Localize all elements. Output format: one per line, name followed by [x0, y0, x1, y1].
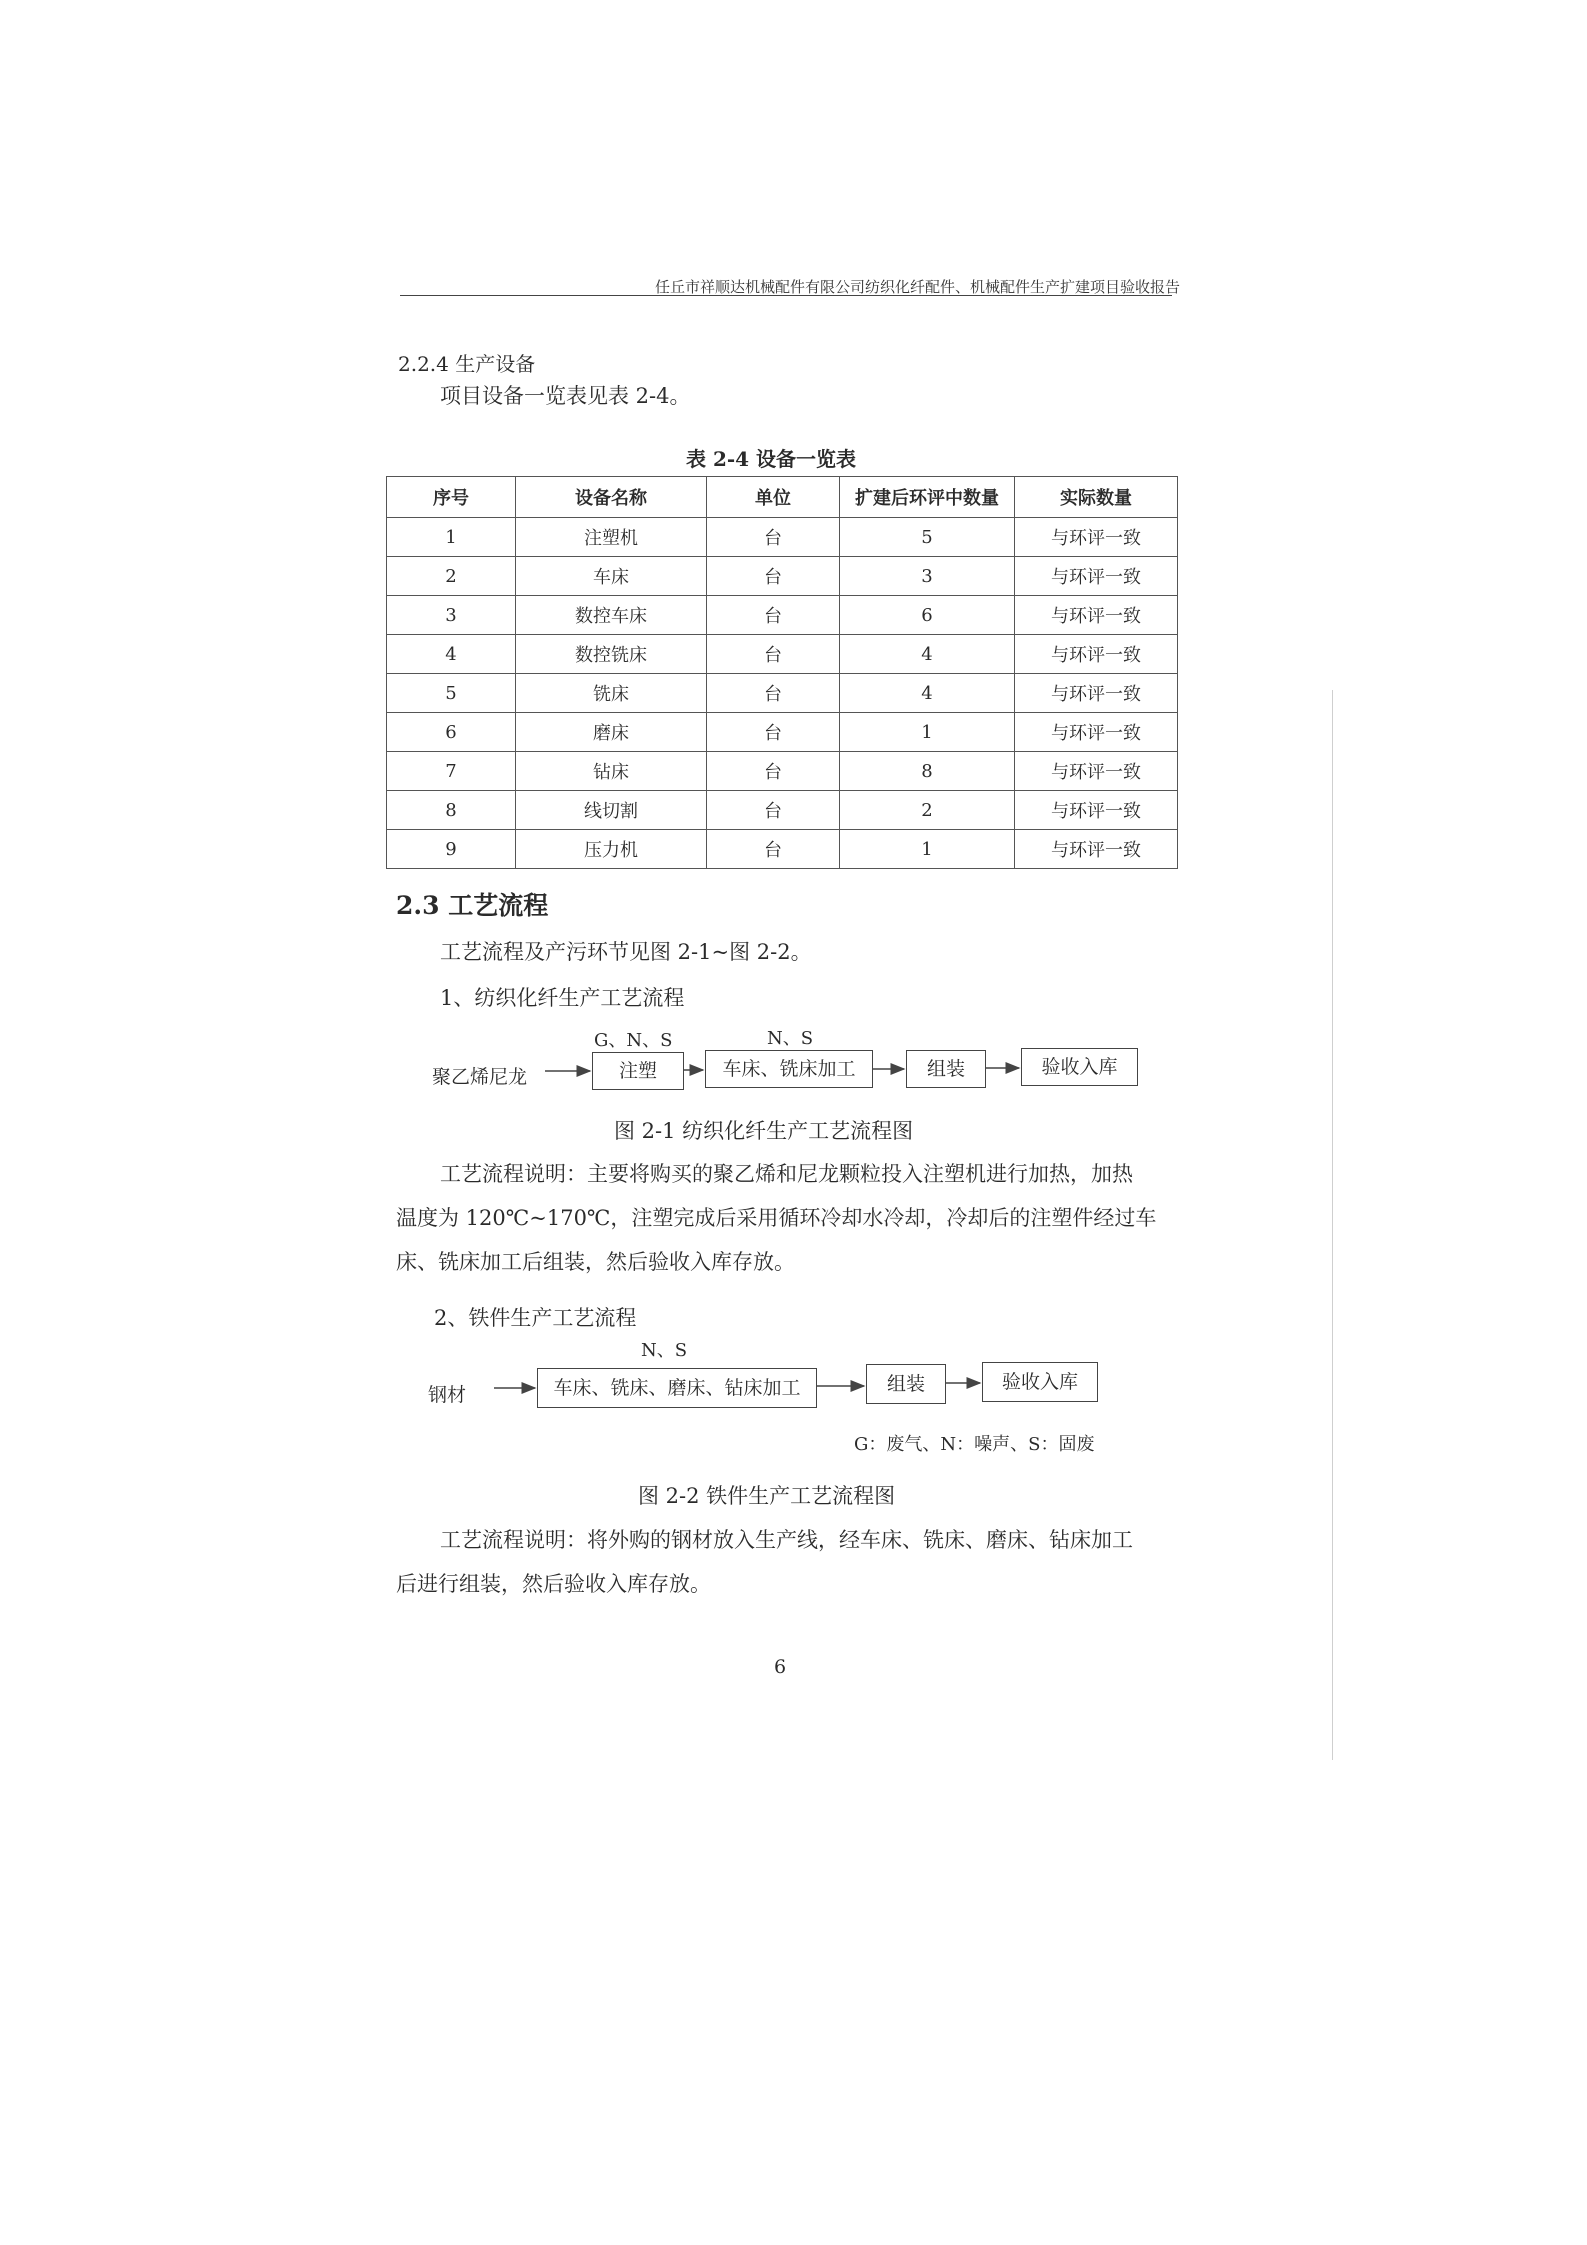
cell-eia-quantity: 8 — [840, 752, 1015, 791]
section-title-2-3: 2.3 工艺流程 — [396, 891, 549, 920]
figure-2-1-caption: 图 2-1 纺织化纤生产工艺流程图 — [614, 1119, 914, 1143]
col-header-eia-quantity: 扩建后环评中数量 — [840, 477, 1015, 518]
page-number: 6 — [774, 1656, 787, 1678]
col-header-equipment-name: 设备名称 — [516, 477, 707, 518]
cell-unit: 台 — [707, 791, 840, 830]
cell-equipment-name: 注塑机 — [516, 518, 707, 557]
cell-eia-quantity: 1 — [840, 830, 1015, 869]
flow1-step-inspection-storage: 验收入库 — [1021, 1048, 1138, 1086]
subheading-iron-process: 2、铁件生产工艺流程 — [434, 1306, 637, 1330]
flow2-input-material: 钢材 — [428, 1384, 467, 1406]
col-header-actual-quantity: 实际数量 — [1015, 477, 1178, 518]
cell-unit: 台 — [707, 596, 840, 635]
process-description-2-line-2: 后进行组装，然后验收入库存放。 — [396, 1572, 711, 1596]
flow1-input-material: 聚乙烯尼龙 — [432, 1066, 528, 1088]
section-heading-2-2-4: 2.2.4 生产设备 — [398, 352, 536, 376]
cell-index: 2 — [387, 557, 516, 596]
cell-unit: 台 — [707, 518, 840, 557]
flow1-step-assembly: 组装 — [906, 1050, 986, 1088]
flow2-step-machining: 车床、铣床、磨床、钻床加工 — [537, 1368, 817, 1408]
cell-eia-quantity: 4 — [840, 674, 1015, 713]
report-header-title: 任丘市祥顺达机械配件有限公司纺织化纤配件、机械配件生产扩建项目验收报告 — [654, 278, 1180, 296]
cell-index: 4 — [387, 635, 516, 674]
process-description-1-line-1: 工艺流程说明：主要将购买的聚乙烯和尼龙颗粒投入注塑机进行加热，加热 — [440, 1162, 1133, 1186]
cell-equipment-name: 压力机 — [516, 830, 707, 869]
col-header-index: 序号 — [387, 477, 516, 518]
cell-index: 8 — [387, 791, 516, 830]
cell-actual-quantity: 与环评一致 — [1015, 791, 1178, 830]
process-intro-paragraph: 工艺流程及产污环节见图 2-1~图 2-2。 — [440, 940, 812, 964]
cell-actual-quantity: 与环评一致 — [1015, 830, 1178, 869]
subheading-textile-process: 1、纺织化纤生产工艺流程 — [440, 986, 685, 1010]
cell-equipment-name: 线切割 — [516, 791, 707, 830]
cell-equipment-name: 钻床 — [516, 752, 707, 791]
cell-eia-quantity: 6 — [840, 596, 1015, 635]
cell-index: 9 — [387, 830, 516, 869]
cell-actual-quantity: 与环评一致 — [1015, 518, 1178, 557]
pollutant-label-injection: G、N、S — [594, 1030, 673, 1051]
figure-2-2-caption: 图 2-2 铁件生产工艺流程图 — [638, 1484, 896, 1508]
pollutant-legend: G：废气、N：噪声、S：固废 — [854, 1434, 1095, 1455]
cell-actual-quantity: 与环评一致 — [1015, 713, 1178, 752]
flow2-step-assembly: 组装 — [866, 1364, 946, 1404]
process-description-1-line-3: 床、铣床加工后组装，然后验收入库存放。 — [396, 1250, 795, 1274]
cell-unit: 台 — [707, 713, 840, 752]
cell-eia-quantity: 4 — [840, 635, 1015, 674]
cell-unit: 台 — [707, 830, 840, 869]
cell-index: 7 — [387, 752, 516, 791]
section-intro-paragraph: 项目设备一览表见表 2-4。 — [440, 384, 691, 408]
process-description-2-line-1: 工艺流程说明：将外购的钢材放入生产线，经车床、铣床、磨床、钻床加工 — [440, 1528, 1133, 1552]
cell-index: 1 — [387, 518, 516, 557]
cell-eia-quantity: 5 — [840, 518, 1015, 557]
cell-eia-quantity: 1 — [840, 713, 1015, 752]
flow1-step-injection-molding: 注塑 — [592, 1052, 684, 1090]
cell-eia-quantity: 2 — [840, 791, 1015, 830]
flow1-step-lathe-milling: 车床、铣床加工 — [705, 1050, 873, 1088]
cell-index: 3 — [387, 596, 516, 635]
scan-edge-line — [1332, 690, 1333, 1760]
cell-equipment-name: 磨床 — [516, 713, 707, 752]
flow2-step-inspection-storage: 验收入库 — [982, 1362, 1098, 1402]
cell-unit: 台 — [707, 752, 840, 791]
cell-unit: 台 — [707, 674, 840, 713]
cell-unit: 台 — [707, 635, 840, 674]
cell-equipment-name: 铣床 — [516, 674, 707, 713]
cell-actual-quantity: 与环评一致 — [1015, 596, 1178, 635]
table-caption: 表 2-4 设备一览表 — [686, 447, 857, 471]
cell-actual-quantity: 与环评一致 — [1015, 557, 1178, 596]
cell-unit: 台 — [707, 557, 840, 596]
cell-equipment-name: 数控车床 — [516, 596, 707, 635]
cell-equipment-name: 车床 — [516, 557, 707, 596]
col-header-unit: 单位 — [707, 477, 840, 518]
pollutant-label-flow2: N、S — [641, 1340, 688, 1361]
cell-index: 5 — [387, 674, 516, 713]
pollutant-label-machining: N、S — [767, 1028, 814, 1049]
cell-eia-quantity: 3 — [840, 557, 1015, 596]
cell-index: 6 — [387, 713, 516, 752]
cell-actual-quantity: 与环评一致 — [1015, 635, 1178, 674]
cell-actual-quantity: 与环评一致 — [1015, 674, 1178, 713]
cell-equipment-name: 数控铣床 — [516, 635, 707, 674]
cell-actual-quantity: 与环评一致 — [1015, 752, 1178, 791]
process-description-1-line-2: 温度为 120℃~170℃，注塑完成后采用循环冷却水冷却，冷却后的注塑件经过车 — [396, 1206, 1157, 1230]
